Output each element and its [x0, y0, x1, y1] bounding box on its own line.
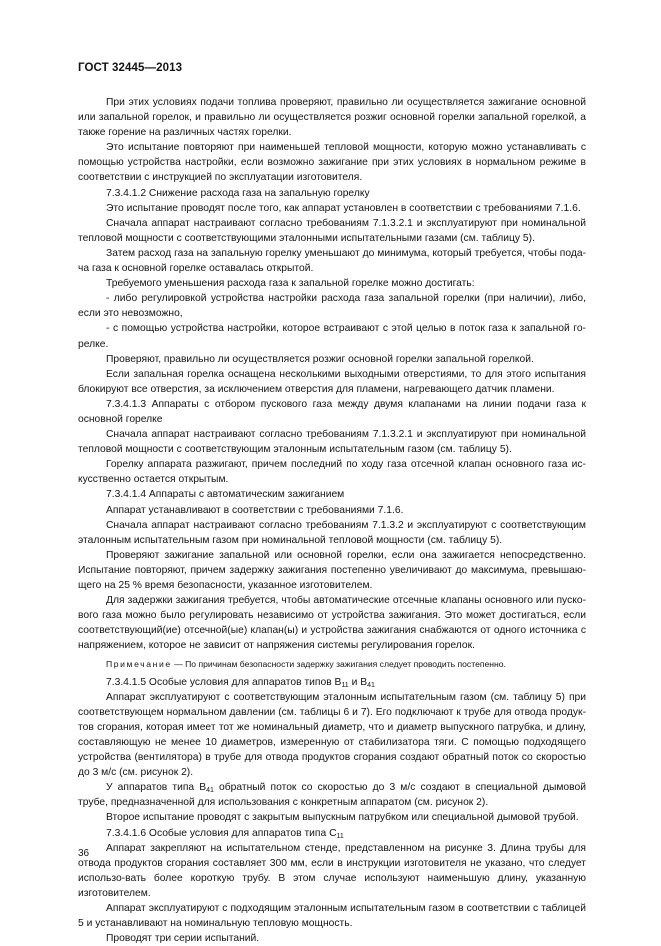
list-item: - с помощью устройства настройки, которое встраивают с этой целью в поток газа к запальной го-релке.: [78, 323, 586, 350]
paragraph: Сначала аппарат настраивают согласно требованиям 7.1.3.2 и эксплуатируют с соответствующим эталонным испытательным газом при номинальной тепловой мощности (см. таблицу 5).: [78, 519, 586, 546]
subscript: 41: [367, 681, 375, 689]
section-heading: 7.3.4.1.3 Аппараты с отбором пускового газа между двумя клапанами на линии подачи газа к основной горелке: [78, 398, 586, 425]
paragraph: [78, 780, 586, 810]
section-heading: [78, 675, 586, 690]
paragraph: Для задержки зажигания требуется, чтобы автоматические отсечные клапаны основного или пуско-вого газа можно было регулировать независимо от устройства зажигания. Это может достигаться, если соответствующий(ие) отсечной(ые) клапан(ы) и устройства зажигания снабжаются от одного источника с напряжением, которое не зависит от напряжения системы регулирования горелок.: [78, 595, 586, 652]
section-heading: [78, 826, 586, 841]
page-number: 36: [78, 848, 90, 859]
paragraph: Аппарат устанавливают в соответствии с требованиями 7.1.6.: [106, 504, 404, 516]
section-heading: 7.3.4.1.4 Аппараты с автоматическим зажиганием: [106, 489, 345, 501]
subscript: 11: [341, 681, 349, 689]
paragraph: Сначала аппарат настраивают согласно требованиям 7.1.3.2.1 и эксплуатируют при номинальной тепловой мощности с соответствующим эталонным испытательным газом (см. таблицу 5).: [78, 429, 586, 456]
paragraph: Проверяют, правильно ли осуществляется розжиг основной горелки запальной горелкой.: [106, 353, 534, 365]
paragraph: Проводят три серии испытаний.: [106, 933, 260, 945]
heading-text: 7.3.4.1.5 Особые условия для аппаратов типов В: [106, 676, 342, 688]
list-item: - либо регулировкой устройства настройки расхода газа запальной горелки (при наличии), либо, если это невозможно,: [78, 293, 586, 320]
paragraph-text: У аппаратов типа В: [106, 782, 207, 794]
standard-header: ГОСТ 32445—2013: [78, 62, 183, 74]
paragraph-text: обратный поток со скоростью до 3 м/с создают в специальной дымовой трубе, предназначенной для использования с конкретным аппаратом (см. рисунок 2).: [78, 782, 586, 809]
paragraph: Второе испытание проводят с закрытым выпускным патрубком или специальной дымовой трубой.: [106, 812, 579, 824]
paragraph: Аппарат эксплуатируют с соответствующим эталонным испытательным газом (см. таблицу 5) при соответствующем нормальном давлении (см. таблицы 6 и 7). Его подключают к трубе для отвода продук-тов сгорания, которая имеет тот же номинальный диаметр, что и диаметр выпускного патрубка, и длину, составляющую не менее 10 диаметров, измеренную от стабилизатора тяги. С помощью подходящего устройства (вентилятора) в трубе для отвода продуктов сгорания создают обратный поток со скоростью до 3 м/с (см. рисунок 2).: [78, 691, 586, 779]
note: [78, 657, 586, 672]
note-text: — По причинам безопасности задержку зажигания следует проводить постепенно.: [171, 659, 506, 670]
paragraph: Это испытание повторяют при наименьшей тепловой мощности, которую можно устанавливать с помощью устройства настройки, если возможно зажигание при этих условиях в нормальном режиме в соответствии с инструкцией по эксплуатации изготовителя.: [78, 142, 586, 184]
section-heading: 7.3.4.1.2 Снижение расхода газа на запальную горелку: [106, 187, 370, 199]
paragraph: Аппарат эксплуатируют с подходящим эталонным испытательным газом в соответствии с таблицей 5 и устанавливают на номинальную тепловую мощность.: [78, 902, 586, 930]
paragraph: Затем расход газа на запальную горелку уменьшают до минимума, который требуется, чтобы пода-ча газа к основной горелке оставалась открытой.: [78, 247, 586, 275]
paragraph: Сначала аппарат настраивают согласно требованиям 7.1.3.2.1 и эксплуатируют при номинальной тепловой мощности с соответствующими эталонными испытательными газами (см. таблицу 5).: [78, 217, 586, 244]
paragraph: Требуемого уменьшения расхода газа к запальной горелке можно достигать:: [106, 278, 475, 290]
paragraph: При этих условиях подачи топлива проверяют, правильно ли осуществляется зажигание основной или запальной горелок, и правильно ли осуществляется розжиг основной горелки запальной горелкой, а также горение на различных частях горелки.: [78, 97, 586, 139]
heading-text: и В: [348, 676, 368, 688]
paragraph: Это испытание проводят после того, как аппарат установлен в соответствии с требованиями 7.1.6.: [106, 202, 581, 214]
document-body: [78, 95, 586, 946]
subscript: 41: [206, 787, 214, 795]
note-label: Примечание: [106, 659, 172, 670]
heading-text: 7.3.4.1.6 Особые условия для аппаратов типа С: [106, 827, 337, 839]
paragraph: Аппарат закрепляют на испытательном стенде, представленном на рисунке 3. Длина трубы для отвода продуктов сгорания составляет 300 мм, если в инструкции изготовителя не указано, что следует использо-вать более короткую трубу. В этом случае используют наименьшую длину, указанную изготовителем.: [78, 842, 586, 899]
paragraph: Проверяют зажигание запальной или основной горелки, если она зажигается непосредственно. Испытание повторяют, причем задержку зажигания постепенно увеличивают до максимума, превышаю-щего на 25 % время безопасности, указанное изготовителем.: [78, 549, 586, 591]
subscript: 11: [336, 832, 344, 840]
paragraph: Горелку аппарата разжигают, причем последний по ходу газа отсечной клапан основного газа ис-кусственно остается открытым.: [78, 459, 586, 486]
paragraph: Если запальная горелка оснащена несколькими выходными отверстиями, то для этого испытания блокируют все отверстия, за исключением отверстия для пламени, нагревающего датчик пламени.: [78, 368, 586, 395]
